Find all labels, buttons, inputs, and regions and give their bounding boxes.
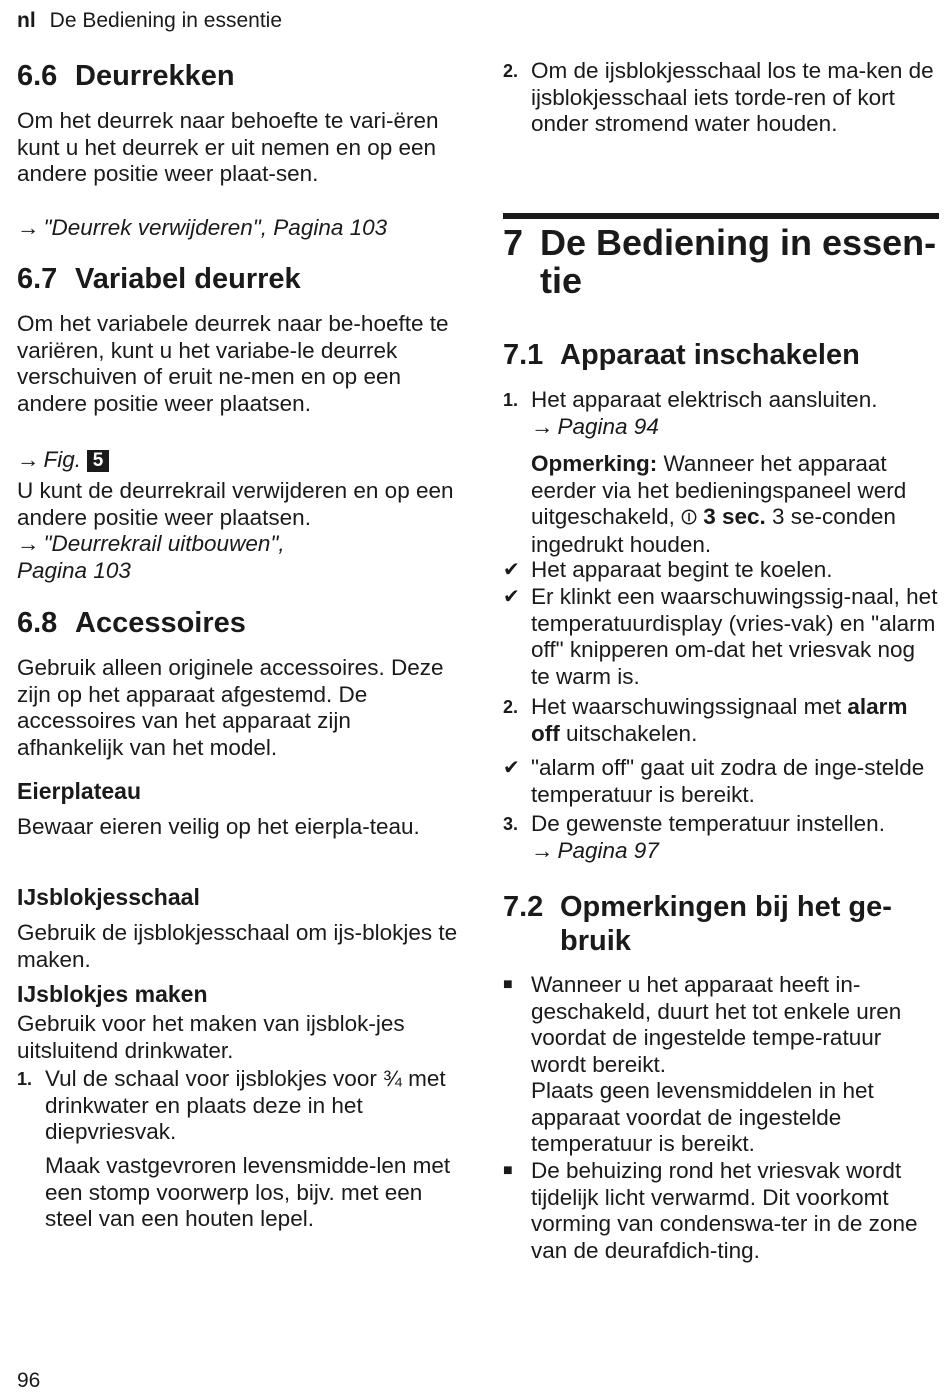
eierplateau-heading: Eierplateau xyxy=(17,778,141,804)
bullet-square-icon: ■ xyxy=(503,976,513,993)
section-7-2-heading: 7.2 Opmerkingen bij het ge- bruik xyxy=(503,891,892,957)
checkmark-icon: ✔ xyxy=(503,559,520,581)
arrow-right-icon: → xyxy=(17,531,40,556)
result-text: "alarm off" gaat uit zodra de inge-stelde temperatuur is bereikt. xyxy=(531,755,925,807)
step-text: Om de ijsblokjesschaal los te ma-ken de ijsblokjesschaal iets torde-ren of kort onder stromend water houden. xyxy=(531,58,934,137)
arrow-right-icon: → xyxy=(531,838,554,863)
bullet-text: De behuizing rond het vriesvak wordt tijdelijk licht verwarmd. Dit voorkomt vorming van condenswa-ter in de zone van de deurafdich-ting. xyxy=(531,1158,918,1264)
section-6-7-heading: 6.7 Variabel deurrek xyxy=(17,263,301,295)
step-text: Het apparaat elektrisch aansluiten. xyxy=(531,387,878,412)
section-6-8-heading: 6.8 Accessoires xyxy=(17,607,246,639)
figure-number-badge: 5 xyxy=(87,450,109,472)
step-text: De gewenste temperatuur instellen. xyxy=(531,811,885,836)
step-text: Het waarschuwingssignaal met alarm off uitschakelen. xyxy=(531,694,908,746)
arrow-right-icon: → xyxy=(17,215,40,240)
result-text: Het apparaat begint te koelen. xyxy=(531,557,833,582)
step-number: 3. xyxy=(503,814,519,834)
checkmark-icon: ✔ xyxy=(503,586,520,608)
bullet-continuation: Plaats geen levensmiddelen in het apparaat voordat de ingestelde temperatuur is bereikt. xyxy=(531,1078,874,1157)
page-number: 96 xyxy=(17,1369,41,1392)
language-code: nl xyxy=(17,9,36,32)
section-6-6-crossref[interactable]: → "Deurrek verwijderen", Pagina 103 xyxy=(17,215,388,240)
chapter-divider xyxy=(503,213,939,219)
section-6-7-body: Om het variabele deurrek naar be-hoefte te variëren, kunt u het variabe-le deurrek verschuiven of eruit ne-men en op een andere positie weer plaatsen. xyxy=(17,311,449,417)
header-title: De Bediening in essentie xyxy=(49,9,282,32)
bullet-square-icon: ■ xyxy=(503,1162,513,1179)
bullet-text: Wanneer u het apparaat heeft in-geschakeld, duurt het tot enkele uren voordat de ingestelde tempe-ratuur wordt bereikt. xyxy=(531,972,902,1078)
step-number: 1. xyxy=(503,390,519,410)
arrow-right-icon: → xyxy=(531,414,554,439)
note-label: Opmerking: xyxy=(531,451,658,476)
note-paragraph: Opmerking: Wanneer het apparaat eerder via het bedieningspaneel werd uitgeschakeld, ⏼ 3 sec. 3 se-conden ingedrukt houden. xyxy=(531,451,907,558)
step-text: Vul de schaal voor ijsblokjes voor ¾ met drinkwater en plaats deze in het diepvriesvak. xyxy=(45,1066,446,1145)
step-crossref[interactable]: → Pagina 94 xyxy=(531,414,659,439)
step-crossref[interactable]: → Pagina 97 xyxy=(531,838,659,863)
ijsblokjes-maken-heading: IJsblokjes maken xyxy=(17,981,208,1007)
step-number: 2. xyxy=(503,61,519,81)
ijsblokjes-maken-body: Gebruik voor het maken van ijsblok-jes uitsluitend drinkwater. xyxy=(17,1011,405,1063)
eierplateau-body: Bewaar eieren veilig op het eierpla-teau. xyxy=(17,814,420,839)
ijsblokjesschaal-body: Gebruik de ijsblokjesschaal om ijs-blokjes te maken. xyxy=(17,920,458,972)
chapter-7-heading: 7 De Bediening in essen-tie xyxy=(503,222,937,301)
running-header xyxy=(17,8,282,34)
section-6-6-heading: 6.6 Deurrekken xyxy=(17,60,235,92)
section-6-8-body: Gebruik alleen originele accessoires. Deze zijn op het apparaat afgestemd. De accessoires van het apparaat zijn afhankelijk van het model. xyxy=(17,655,444,761)
step-number: 2. xyxy=(503,697,519,717)
step-number: 1. xyxy=(17,1069,33,1089)
section-7-1-heading: 7.1 Apparaat inschakelen xyxy=(503,339,860,371)
power-icon: ⏼ xyxy=(681,507,697,530)
arrow-right-icon: → xyxy=(17,447,40,472)
ijsblokjesschaal-heading: IJsblokjesschaal xyxy=(17,884,200,910)
duration-label: 3 sec. xyxy=(703,504,766,530)
step-note: Maak vastgevroren levensmidde-len met een stomp voorwerp los, bijv. met een steel van een houten lepel. xyxy=(45,1153,451,1232)
result-text: Er klinkt een waarschuwingssig-naal, het temperatuurdisplay (vries-vak) en "alarm off" knipperen om-dat het vriesvak nog te warm is. xyxy=(531,584,938,690)
checkmark-icon: ✔ xyxy=(503,757,520,779)
section-6-7-body-2: U kunt de deurrekrail verwijderen en op een andere positie weer plaatsen. xyxy=(17,478,454,530)
section-6-6-body: Om het deurrek naar behoefte te vari-ëren kunt u het deurrek er uit nemen en op een andere positie weer plaat-sen. xyxy=(17,108,439,187)
section-6-7-crossref[interactable]: → "Deurrekrail uitbouwen", Pagina 103 xyxy=(17,531,285,583)
figure-reference[interactable]: → Fig. 5 xyxy=(17,447,462,474)
